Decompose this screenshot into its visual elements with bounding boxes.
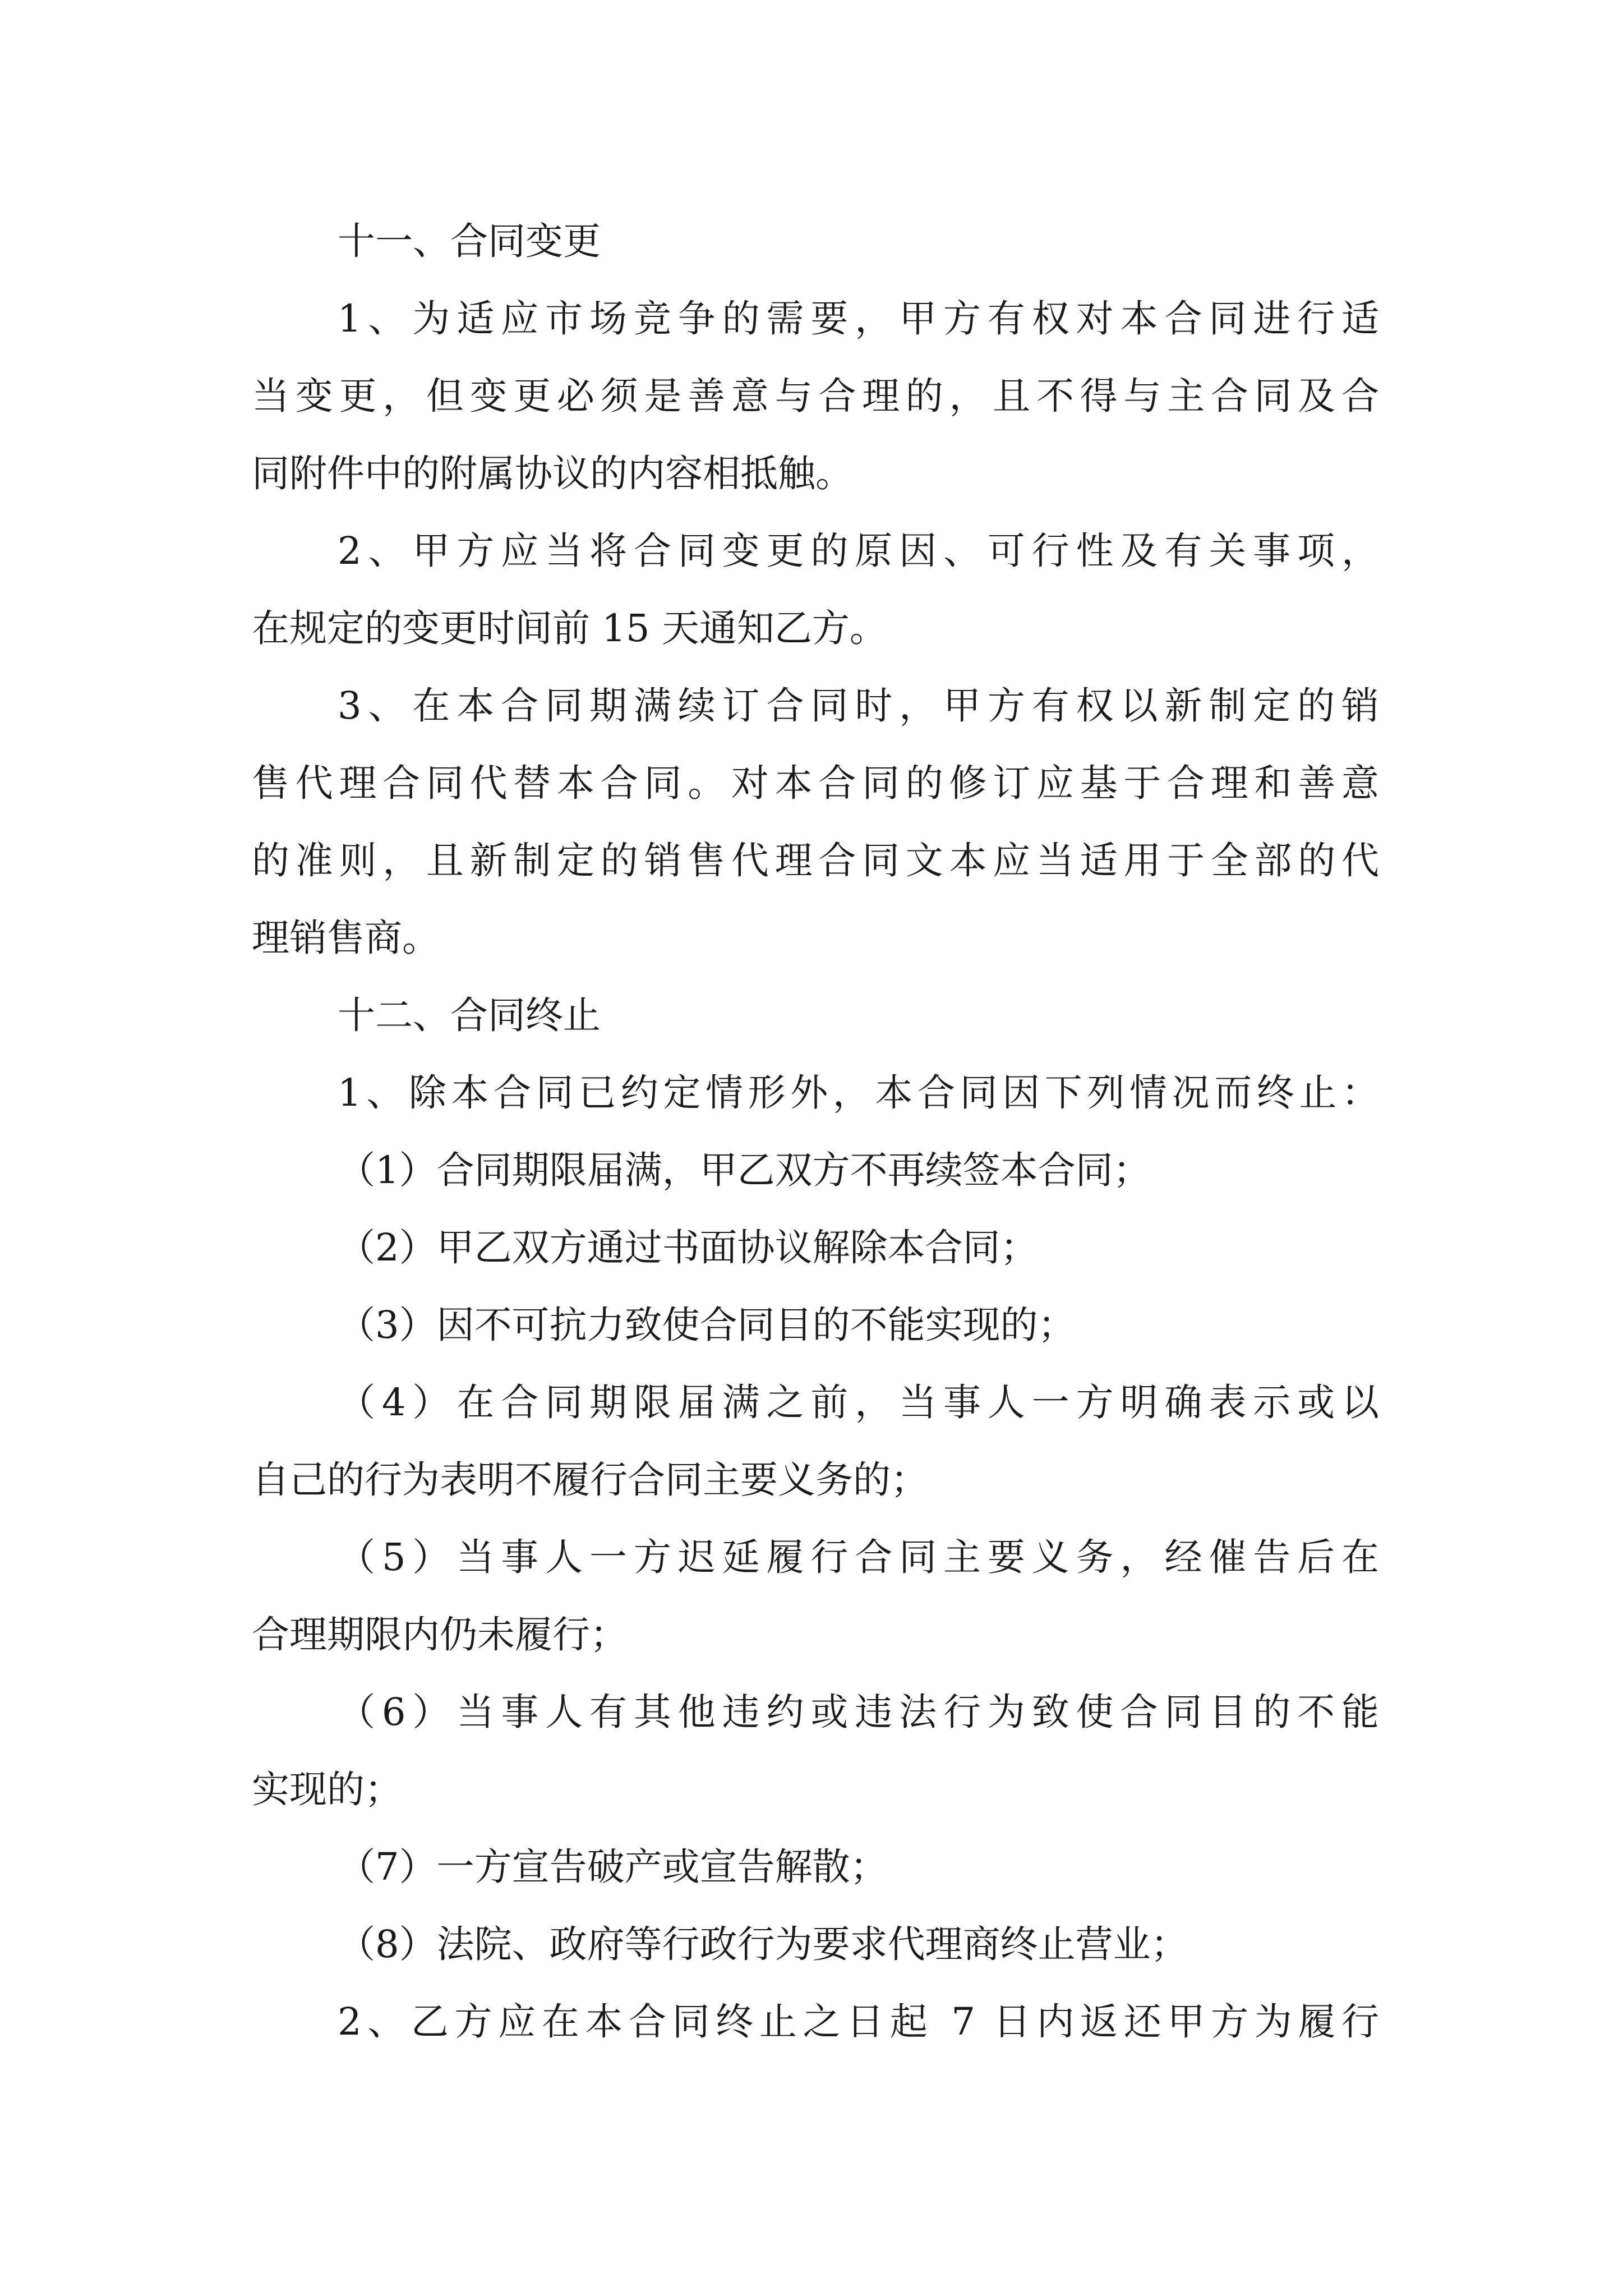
list-item: （5）当事人一方迟延履行合同主要义务，经催告后在 [338,1535,1379,1579]
list-item-continuation: 实现的； [252,1768,402,1811]
paragraph-line: 2、乙方应在本合同终止之日起 7 日内返还甲方为履行 [338,2000,1379,2044]
paragraph-line: 在规定的变更时间前 15 天通知乙方。 [252,606,887,650]
list-item: （3）因不可抗力致使合同目的不能实现的； [338,1303,1076,1347]
paragraph-line: 当变更，但变更必须是善意与合理的，且不得与主合同及合 [252,374,1379,418]
paragraph-line: 售代理合同代替本合同。对本合同的修订应基于合理和善意 [252,761,1379,805]
list-item: （1）合同期限届满，甲乙双方不再续签本合同； [338,1148,1151,1192]
list-item: （4）在合同期限届满之前，当事人一方明确表示或以 [338,1381,1379,1424]
list-item-continuation: 自己的行为表明不履行合同主要义务的； [252,1458,928,1502]
paragraph-line: 1、除本合同已约定情形外，本合同因下列情况而终止： [338,1071,1379,1115]
list-item: （2）甲乙双方通过书面协议解除本合同； [338,1226,1038,1269]
list-item: （7）一方宣告破产或宣告解散； [338,1845,888,1889]
paragraph-line: 3、在本合同期满续订合同时，甲方有权以新制定的销 [338,684,1379,728]
list-item: （8）法院、政府等行政行为要求代理商终止营业； [338,1922,1188,1966]
paragraph-line: 1、为适应市场竞争的需要，甲方有权对本合同进行适 [338,297,1379,341]
paragraph-line: 理销售商。 [252,916,440,960]
paragraph-line: 2、甲方应当将合同变更的原因、可行性及有关事项， [338,529,1379,573]
list-item: （6）当事人有其他违约或违法行为致使合同目的不能 [338,1690,1379,1734]
paragraph-line: 的准则，且新制定的销售代理合同文本应当适用于全部的代 [252,839,1379,882]
paragraph-line: 同附件中的附属协议的内容相抵触。 [252,452,853,495]
section-heading-12: 十二、合同终止 [338,993,601,1037]
list-item-continuation: 合理期限内仍未履行； [252,1613,628,1657]
section-heading-11: 十一、合同变更 [338,219,601,263]
